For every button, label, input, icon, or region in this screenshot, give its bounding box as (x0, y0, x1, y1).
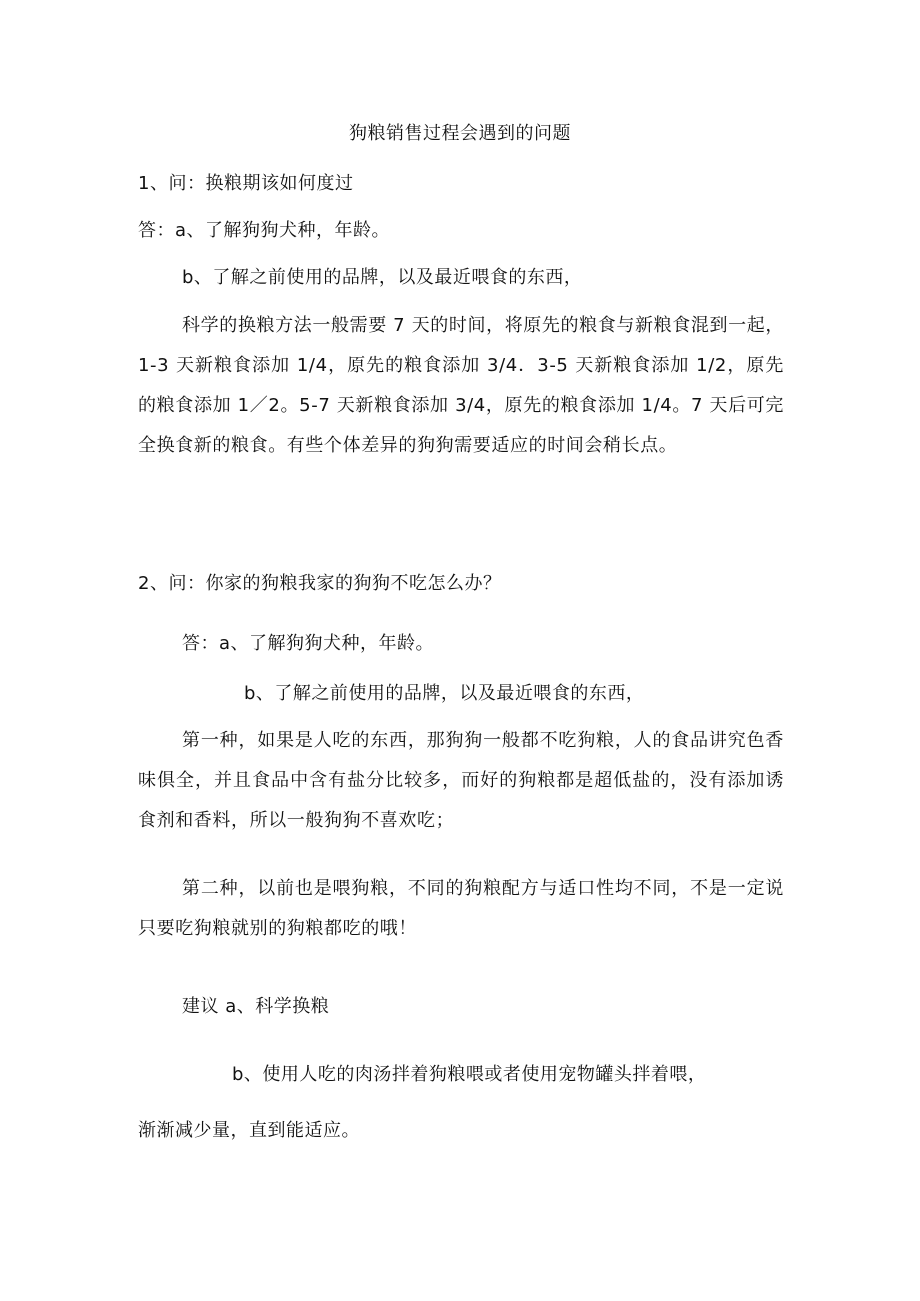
answer-1-b: b、了解之前使用的品牌，以及最近喂食的东西， (182, 267, 583, 288)
document-title: 狗粮销售过程会遇到的问题 (349, 123, 571, 144)
answer-1-a: 答：a、了解狗狗犬种，年龄。 (138, 220, 391, 241)
question-2: 2、问：你家的狗粮我家的狗狗不吃怎么办？ (138, 573, 502, 594)
suggestion-a: 建议 a、科学换粮 (182, 996, 330, 1017)
answer-2-reason-2-paragraph: 第二种，以前也是喂狗粮，不同的狗粮配方与适口性均不同，不是一定说只要吃狗粮就别的狗粮都吃的哦！ (138, 878, 784, 939)
question-1: 1、问：换粮期该如何度过 (138, 173, 354, 194)
answer-2-a: 答：a、了解狗狗犬种，年龄。 (182, 633, 435, 654)
suggestion-b: b、使用人吃的肉汤拌着狗粮喂或者使用宠物罐头拌着喂， (232, 1064, 707, 1085)
answer-2-b: b、了解之前使用的品牌，以及最近喂食的东西， (244, 683, 645, 704)
suggestion-b-continued: 渐渐减少量，直到能适应。 (138, 1120, 360, 1141)
answer-2-reason-1-paragraph: 第一种，如果是人吃的东西，那狗狗一般都不吃狗粮，人的食品讲究色香味俱全，并且食品中含有盐分比较多，而好的狗粮都是超低盐的，没有添加诱食剂和香料，所以一般狗狗不喜欢吃； (138, 730, 784, 831)
answer-1-method-paragraph: 科学的换粮方法一般需要 7 天的时间，将原先的粮食与新粮食混到一起，1-3 天新粮食添加 1/4，原先的粮食添加 3/4．3-5 天新粮食添加 1/2，原先的粮食添加 1／2。5-7 天新粮食添加 3/4，原先的粮食添加 1/4。7 天后可完全换食新的粮食。有些个体差异的狗狗需要适应的时间会稍长点。 (138, 315, 784, 456)
